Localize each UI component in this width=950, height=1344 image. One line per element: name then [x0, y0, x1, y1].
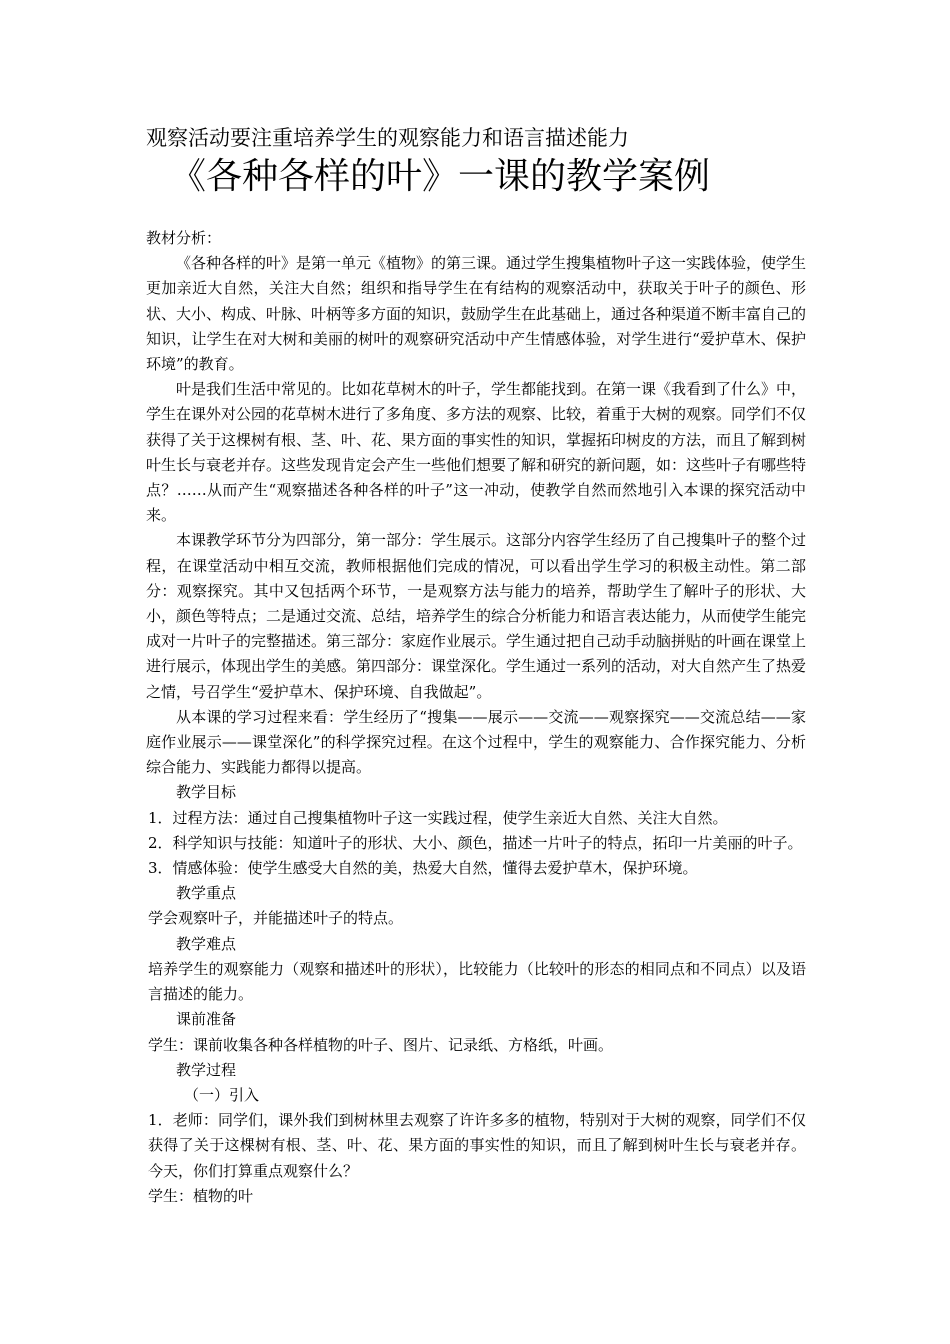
analysis-paragraph-3: 本课教学环节分为四部分，第一部分：学生展示。这部分内容学生经历了自己搜集叶子的整个过程，在课堂活动中相互交流，教师根据他们完成的情况，可以看出学生学习的积极主动性。第二部分：观察探究。其中又包括两个环节，一是观察方法与能力的培养，帮助学生了解叶子的形状、大小，颜色等特点；二是通过交流、总结，培养学生的综合分析能力和语言表达能力，从而使学生能完成对一片叶子的完整描述。第三部分：家庭作业展示。学生通过把自己动手动脑拼贴的叶画在课堂上进行展示，体现出学生的美感。第四部分：课堂深化。学生通过一系列的活动，对大自然产生了热爱之情，号召学生“爱护草木、保护环境、自我做起”。 — [146, 531, 807, 701]
goal-item-3: 3．情感体验：使学生感受大自然的美，热爱大自然，懂得去爱护草木，保护环境。 — [148, 859, 698, 878]
document-subtitle: 观察活动要注重培养学生的观察能力和语言描述能力 — [146, 126, 629, 150]
preparation-text: 学生：课前收集各种各样植物的叶子、图片、记录纸、方格纸，叶画。 — [148, 1035, 614, 1054]
goals-heading: 教学目标 — [176, 783, 237, 802]
document-title: 《各种各样的叶》一课的教学案例 — [170, 156, 711, 197]
goal-item-2: 2．科学知识与技能：知道叶子的形状、大小、颜色，描述一片叶子的特点，拓印一片美丽的叶子。 — [148, 833, 803, 852]
focus-heading: 教学重点 — [176, 884, 237, 903]
focus-text: 学会观察叶子，并能描述叶子的特点。 — [148, 909, 404, 928]
difficulty-text: 培养学生的观察能力（观察和描述叶的形状），比较能力（比较叶的形态的相同点和不同点）以及语言描述的能力。 — [148, 959, 806, 1004]
analysis-heading: 教材分析： — [146, 229, 222, 247]
preparation-heading: 课前准备 — [176, 1010, 237, 1029]
document-body — [146, 226, 806, 1209]
section-1-heading: （一）引入 — [184, 1085, 260, 1104]
analysis-paragraph-4: 从本课的学习过程来看：学生经历了“搜集——展示——交流——观察探究——交流总结——家庭作业展示——课堂深化”的科学探究过程。在这个过程中，学生的观察能力、合作探究能力、分析综合能力、实践能力都得以提高。 — [146, 707, 806, 777]
analysis-paragraph-2: 叶是我们生活中常见的。比如花草树木的叶子，学生都能找到。在第一课《我看到了什么》中，学生在课外对公园的花草树木进行了多角度、多方法的观察、比较，着重于大树的观察。同学们不仅获得了关于这棵树有根、茎、叶、花、果方面的事实性的知识，掌握拓印树皮的方法，而且了解到树叶生长与衰老并存。这些发现肯定会产生一些他们想要了解和研究的新问题，如：这些叶子有哪些特点？……从而产生“观察描述各种各样的叶子”这一冲动，使教学自然而然地引入本课的探究活动中来。 — [146, 380, 807, 525]
process-heading: 教学过程 — [176, 1060, 237, 1079]
goal-item-1: 1．过程方法：通过自己搜集植物叶子这一实践过程，使学生亲近大自然、关注大自然。 — [148, 808, 728, 827]
student-answer: 学生：植物的叶 — [148, 1186, 254, 1205]
analysis-paragraph-1: 《各种各样的叶》是第一单元《植物》的第三课。通过学生搜集植物叶子这一实践体验，使学生更加亲近大自然，关注大自然；组织和指导学生在有结构的观察活动中，获取关于叶子的颜色、形状、大小、构成、叶脉、叶柄等多方面的知识，鼓励学生在此基础上，通过各种渠道不断丰富自己的知识，让学生在对大树和美丽的树叶的观察研究活动中产生情感体验，对学生进行“爱护草木、保护环境”的教育。 — [146, 254, 807, 374]
process-step-1: 1．老师：同学们，课外我们到树林里去观察了许许多多的植物，特别对于大树的观察，同学们不仅获得了关于这棵树有根、茎、叶、花、果方面的事实性的知识，而且了解到树叶生长与衰老并存。今天，你们打算重点观察什么？ — [148, 1111, 806, 1180]
difficulty-heading: 教学难点 — [176, 934, 237, 953]
